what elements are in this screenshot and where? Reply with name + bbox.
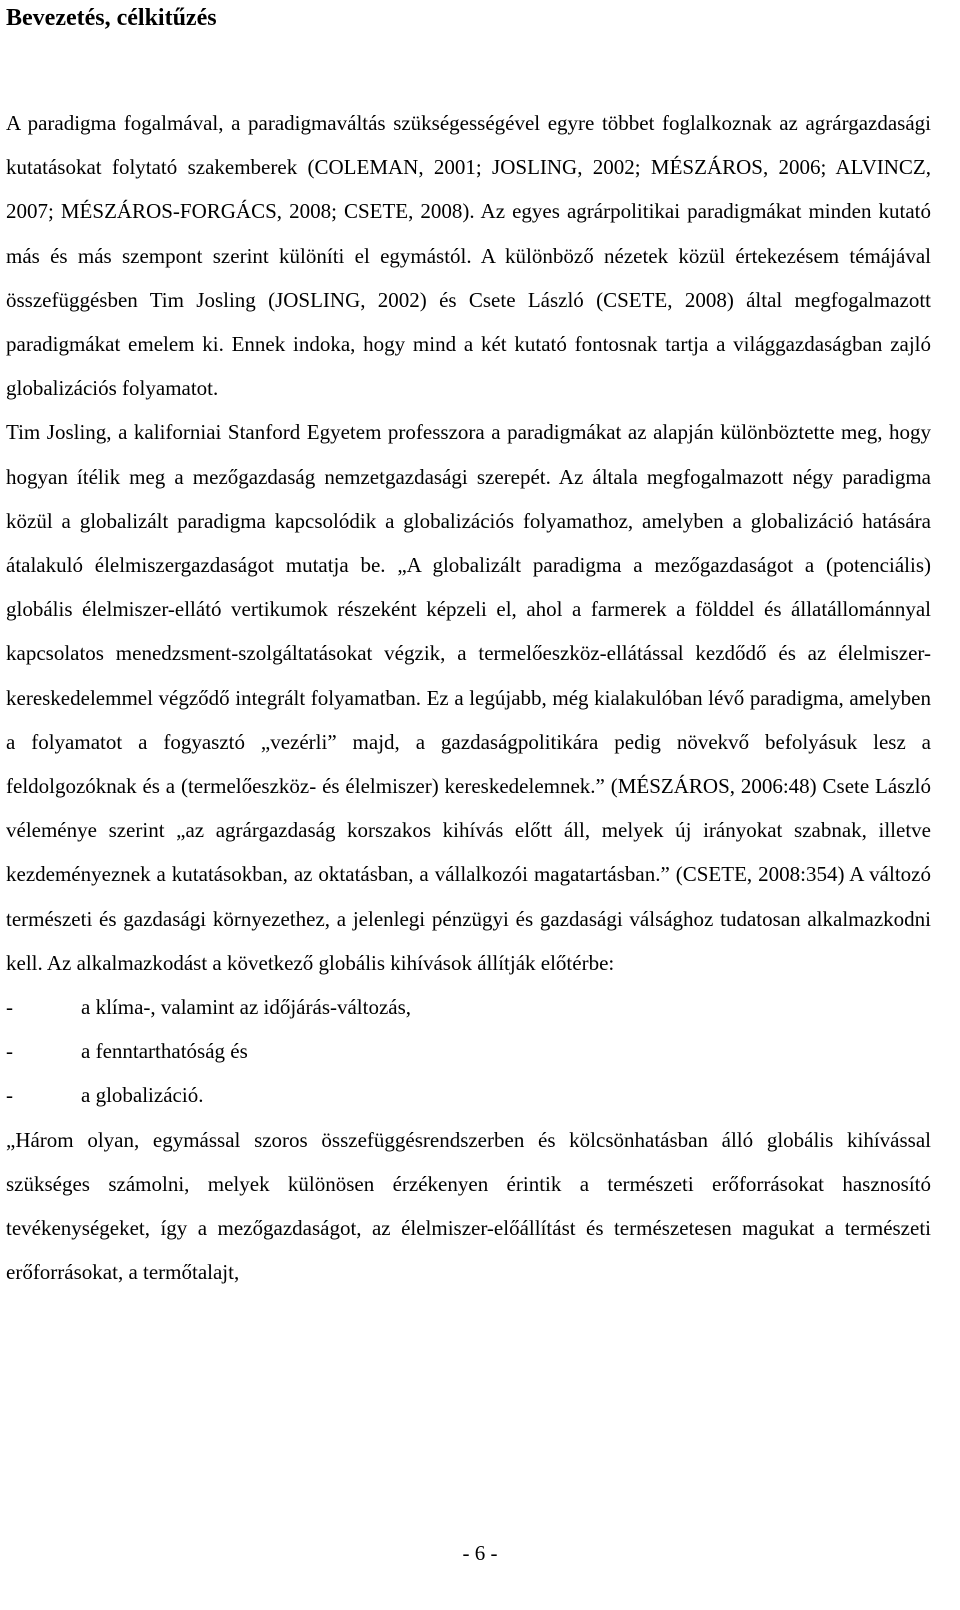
document-page [6, 0, 931, 1294]
list-item [6, 985, 931, 1029]
bullet-dash: - [6, 1083, 13, 1108]
list-item-text: a klíma-, valamint az időjárás-változás, [81, 995, 412, 1020]
bullet-dash: - [6, 1039, 13, 1064]
intro-paragraph: A paradigma fogalmával, a paradigmaváltás szükségességével egyre többet foglalkoznak az agrárgazdasági kutatásokat folytató szakemberek (COLEMAN, 2001; JOSLING, 2002; MÉSZÁROS, 2006; ALVINCZ, 2007; MÉSZÁROS-FORGÁCS, 2008; CSETE, 2008). Az egyes agrárpolitikai paradigmákat minden kutató más és más szempont szerint különíti el egymástól. A különböző nézetek közül értekezésem témájával összefüggésben Tim Josling (JOSLING, 2002) és Csete László (CSETE, 2008) által megfogalmazott paradigmákat emelem ki. Ennek indoka, hogy mind a két kutató fontosnak tartja a világgazdaságban zajló globalizációs folyamatot. [6, 111, 931, 401]
list-item [6, 1029, 931, 1073]
bullet-dash: - [6, 995, 13, 1020]
page-number: - 6 - [462, 1541, 498, 1565]
list-item-text: a fenntarthatóság és [81, 1039, 248, 1064]
section-heading: Bevezetés, célkitűzés [6, 5, 217, 31]
josling-paragraph: Tim Josling, a kaliforniai Stanford Egyetem professzora a paradigmákat az alapján különböztette meg, hogy hogyan ítélik meg a mezőgazdaság nemzetgazdasági szerepét. Az általa megfogalmazott négy paradigma közül a globalizált paradigma kapcsolódik a globalizációs folyamathoz, amelyben a globalizáció hatására átalakuló élelmiszergazdaságot mutatja be. „A globalizált paradigma a mezőgazdaságot a (potenciális) globális élelmiszer-ellátó vertikumok részeként képzeli el, ahol a farmerek a földdel és állatállománnyal kapcsolatos menedzsment-szolgáltatásokat végzik, a termelőeszköz-ellátással kezdődő és az élelmiszer-kereskedelemmel végződő integrált folyamatban. Ez a legújabb, még kialakulóban lévő paradigma, amelyben a folyamatot a fogyasztó „vezérli” majd, a gazdaságpolitikára pedig növekvő befolyásuk lesz a feldolgozóknak és a (termelőeszköz- és élelmiszer) kereskedelemnek.” (MÉSZÁROS, 2006:48) Csete László véleménye szerint „az agrárgazdaság korszakos kihívás előtt áll, melyek új irányokat szabnak, illetve kezdeményeznek a kutatásokban, az oktatásban, a vállalkozói magatartásban.” (CSETE, 2008:354) A változó természeti és gazdasági környezethez, a jelenlegi pénzügyi és gazdasági válsághoz tudatosan alkalmazkodni kell. Az alkalmazkodást a következő globális kihívások állítják előtérbe: [6, 420, 931, 975]
list-item [6, 1073, 931, 1117]
list-item-text: a globalizáció. [81, 1083, 204, 1108]
challenges-list [6, 985, 931, 1118]
quote-paragraph: „Három olyan, egymással szoros összefüggésrendszerben és kölcsönhatásban álló globális kihívással szükséges számolni, melyek különösen érzékenyen érintik a természeti erőforrásokat hasznosító tevékenységeket, így a mezőgazdaságot, az élelmiszer-előállítást és természetesen magukat a természeti erőforrásokat, a termőtalajt, [6, 1127, 931, 1285]
